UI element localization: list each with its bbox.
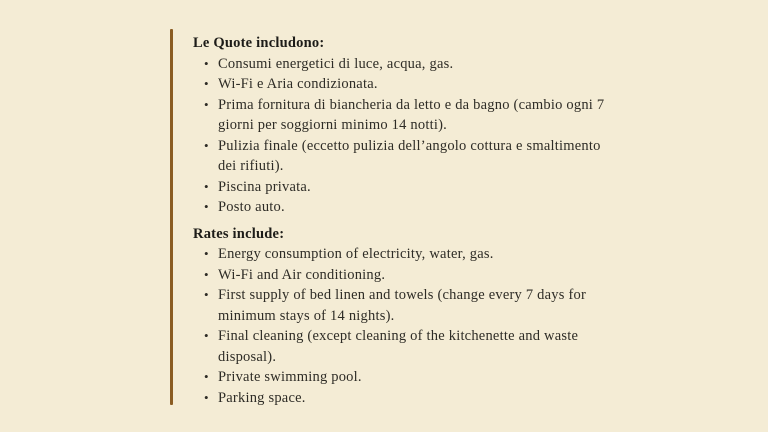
bullet-icon: • <box>204 199 209 214</box>
bullet-icon: • <box>204 96 209 112</box>
bullet-icon: • <box>204 137 209 153</box>
list-item <box>193 197 609 218</box>
bullet-icon: • <box>204 287 209 302</box>
list-item-text: Wi-Fi and Air conditioning. <box>218 266 386 283</box>
section-quote-includono <box>193 33 609 218</box>
vertical-accent-line <box>170 29 173 405</box>
bullet-icon: • <box>204 246 209 261</box>
list-item-text: First supply of bed linen and towels (change every 7 days for minimum stays of 14 nights). <box>218 287 587 324</box>
list-item-text: Posto auto. <box>218 199 285 215</box>
bullet-icon: • <box>204 76 209 91</box>
bullet-icon: • <box>204 55 209 71</box>
list-item <box>193 244 609 265</box>
list-item <box>193 285 609 326</box>
bullet-icon: • <box>204 266 209 282</box>
list-item-text: Final cleaning (except cleaning of the kitchenette and waste disposal). <box>218 328 579 365</box>
list-italian <box>193 54 609 218</box>
section-heading-italian: Le Quote includono: <box>193 35 325 51</box>
list-item <box>193 74 609 95</box>
bullet-icon: • <box>204 328 209 343</box>
list-item-text: Private swimming pool. <box>218 369 362 385</box>
content-block <box>193 33 609 408</box>
list-item <box>193 177 609 198</box>
list-item-text: Pulizia finale (eccetto pulizia dell’angolo cottura e smaltimento dei rifiuti). <box>218 137 601 174</box>
list-item-text: Wi-Fi e Aria condizionata. <box>218 76 378 92</box>
bullet-icon: • <box>204 389 209 405</box>
list-item <box>193 136 609 177</box>
list-item <box>193 54 609 75</box>
list-item <box>193 95 609 136</box>
list-item-text: Energy consumption of electricity, water, gas. <box>218 246 494 262</box>
list-item-text: Parking space. <box>218 389 306 406</box>
list-english <box>193 244 609 408</box>
list-item-text: Consumi energetici di luce, acqua, gas. <box>218 55 454 72</box>
list-item <box>193 326 609 367</box>
list-item <box>193 265 609 286</box>
list-item <box>193 367 609 388</box>
list-item-text: Prima fornitura di biancheria da letto e da bagno (cambio ogni 7 giorni per soggiorni minimo 14 notti). <box>218 96 605 133</box>
bullet-icon: • <box>204 178 209 194</box>
section-heading-english: Rates include: <box>193 225 285 242</box>
list-item-text: Piscina privata. <box>218 178 311 195</box>
section-rates-include <box>193 224 609 409</box>
list-item <box>193 388 609 409</box>
bullet-icon: • <box>204 369 209 384</box>
